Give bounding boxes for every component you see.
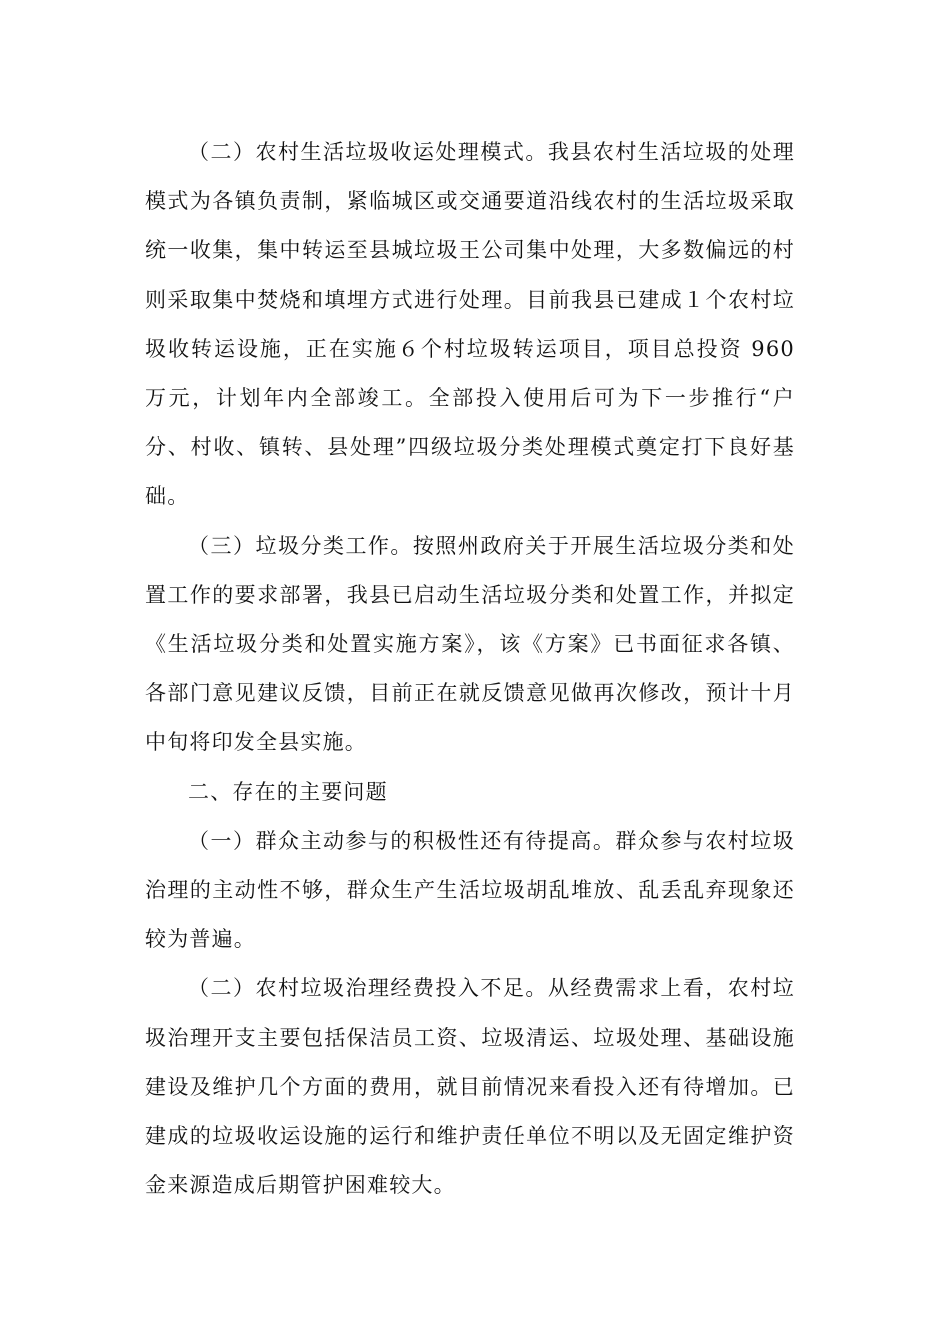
section-heading-main-problems: 二、存在的主要问题: [188, 779, 388, 804]
paragraph-rural-waste-collection-mode: （二）农村生活垃圾收运处理模式。我县农村生活垃圾的处理模式为各镇负责制，紧临城区或交通要道沿线农村的生活垃圾采取统一收集，集中转运至县城垃圾王公司集中处理，大多数偏远的村则采取集中焚烧和填埋方式进行处理。目前我县已建成１个农村垃圾收转运设施，正在实施６个村垃圾转运项目，项目总投资 960 万元，计划年内全部竣工。全部投入使用后可为下一步推行“户分、村收、镇转、县处理”四级垃圾分类处理模式奠定打下良好基础。: [145, 140, 795, 509]
document-body: [145, 128, 795, 1210]
paragraph-public-participation: （一）群众主动参与的积极性还有待提高。群众参与农村垃圾治理的主动性不够，群众生产生活垃圾胡乱堆放、乱丢乱弃现象还较为普遍。: [145, 828, 795, 952]
paragraph-funding-shortage: （二）农村垃圾治理经费投入不足。从经费需求上看，农村垃圾治理开支主要包括保洁员工资、垃圾清运、垃圾处理、基础设施建设及维护几个方面的费用，就目前情况来看投入还有待增加。已建成的垃圾收运设施的运行和维护责任单位不明以及无固定维护资金来源造成后期管护困难较大。: [145, 976, 795, 1198]
paragraph-waste-sorting-work: （三）垃圾分类工作。按照州政府关于开展生活垃圾分类和处置工作的要求部署，我县已启动生活垃圾分类和处置工作，并拟定《生活垃圾分类和处置实施方案》，该《方案》已书面征求各镇、各部门意见建议反馈，目前正在就反馈意见做再次修改，预计十月中旬将印发全县实施。: [145, 533, 795, 755]
